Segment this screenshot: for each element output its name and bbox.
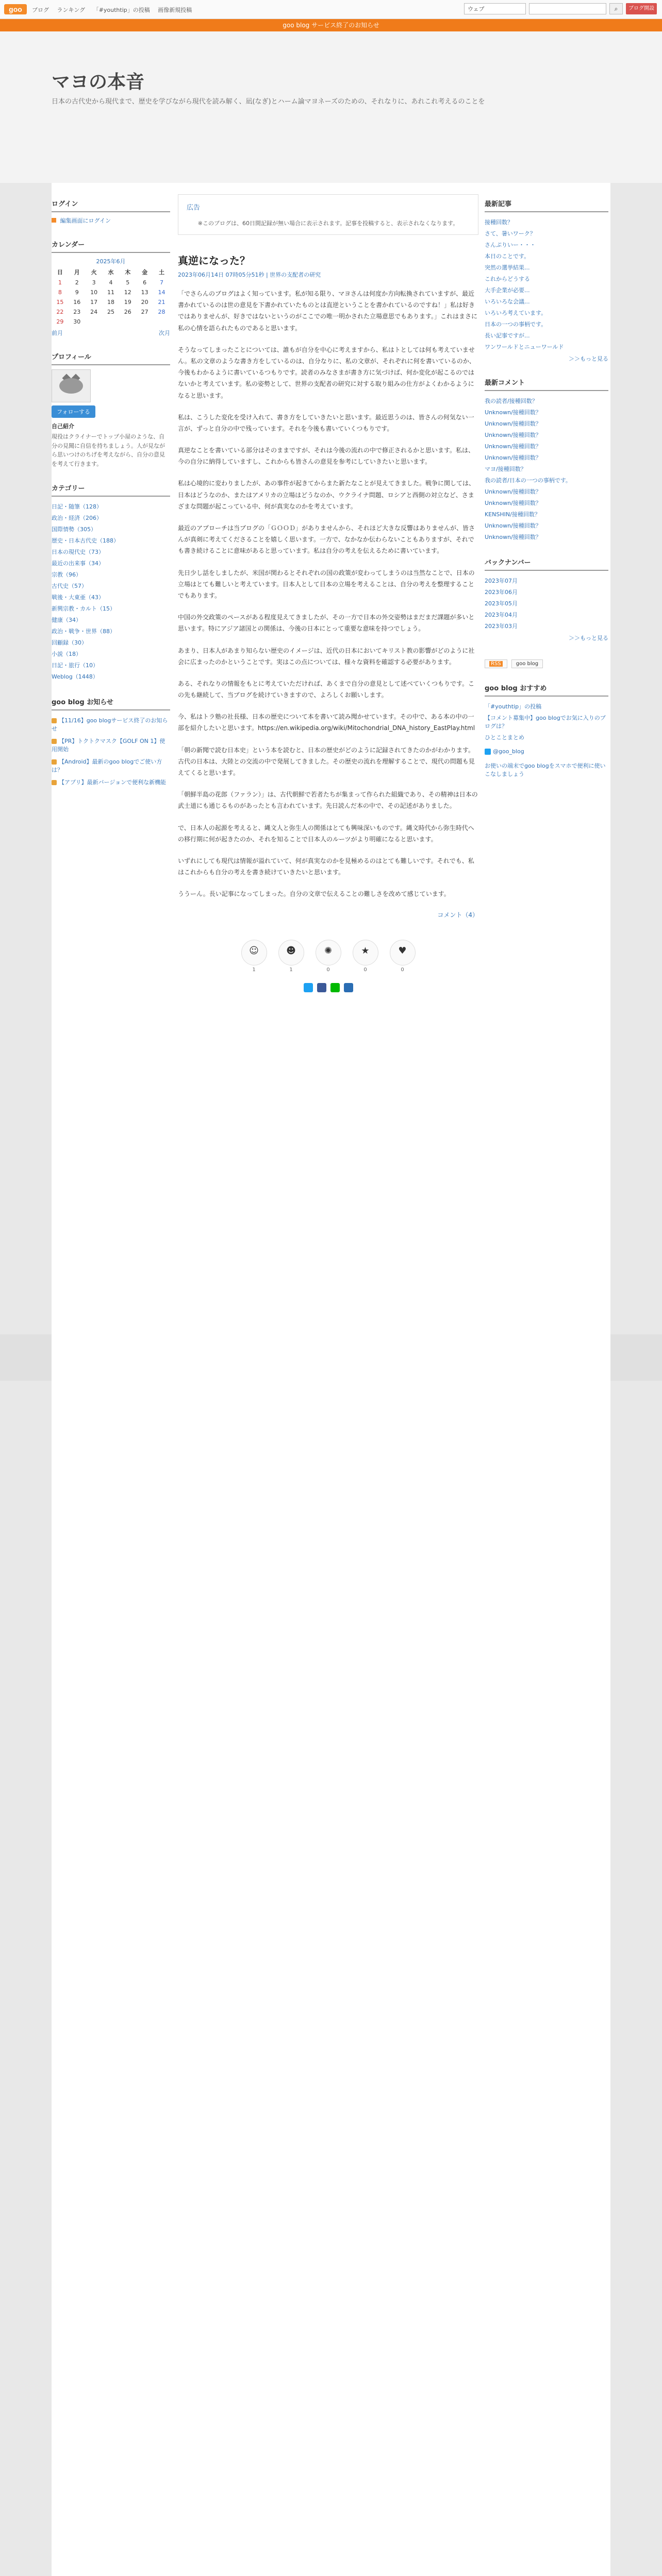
search-scope-select[interactable]: ウェブ [464, 3, 526, 14]
recent-comment-item[interactable]: 我の読者/接種回数？ [485, 398, 538, 404]
recent-posts-more[interactable]: ＞＞もっと見る [569, 355, 608, 362]
calendar-week [52, 317, 170, 327]
goo-news-icon [52, 718, 57, 723]
service-end-announce[interactable] [0, 19, 662, 31]
profile-name-label: 自己紹介 [52, 423, 74, 430]
open-blog-button[interactable]: ブログ開設 [626, 3, 657, 14]
category-item[interactable]: 国際情勢（305） [52, 526, 96, 533]
backnumber-item[interactable]: 2023年05月 [485, 600, 518, 607]
calendar-weekdays [52, 266, 170, 278]
top-search-area [464, 3, 657, 14]
reaction-count: 0 [363, 967, 367, 973]
calendar-day[interactable]: 5 [126, 279, 130, 286]
reaction-icon: ★ [361, 945, 370, 956]
calendar-day[interactable]: 25 [107, 309, 114, 315]
avatar[interactable] [52, 369, 91, 402]
calendar-day [119, 317, 136, 327]
calendar-days [52, 278, 170, 327]
post-paragraph: いずれにしても現代は情報が溢れていて、何が真実なのかを見極めるのはとても難しいです。それでも、私はこれからも自分の考えを書き続けていきたいと思います。 [178, 857, 474, 876]
category-title: カテゴリー [52, 483, 170, 497]
recent-post-item[interactable]: 日本の一つの事柄です。 [485, 321, 547, 328]
goo-news-list [52, 715, 170, 789]
calendar-day[interactable]: 24 [90, 309, 98, 315]
recommend-item[interactable]: ひとことまとめ [485, 734, 524, 741]
facebook-share-icon[interactable] [317, 983, 326, 992]
calendar-day[interactable]: 10 [90, 289, 98, 296]
top-nav [32, 6, 198, 14]
search-icon[interactable]: ⌕ [609, 3, 623, 14]
category-item[interactable]: 健康（34） [52, 617, 81, 624]
backnumber-item[interactable]: 2023年07月 [485, 578, 518, 584]
recent-comment-item[interactable]: Unknown/接種回数？ [485, 534, 541, 540]
backnumber-widget [485, 557, 608, 642]
goo-news-link[interactable]: 【Android】最新のgoo blogでご使い方は？ [52, 758, 162, 774]
recent-post-item[interactable]: さんぷりいー・・・ [485, 242, 536, 248]
post-paragraph: で、日本人の起源を考えると、縄文人と弥生人の関係はとても興味深いものです。縄文時代から弥生時代への移行期に何が起きたのか、それを知ることで日本人のルーツがより明確になると思います。 [178, 824, 474, 843]
recent-comments-title: 最新コメント [485, 377, 608, 391]
goo-news-item[interactable] [52, 756, 170, 776]
calendar-day[interactable]: 16 [73, 299, 81, 306]
reaction-icon: ♥ [398, 945, 407, 956]
reaction-count: 0 [326, 967, 330, 973]
post-paragraph: 「朝の新聞で読む日本史」という本を読むと、日本の歴史がどのように記録されてきたのかがわかります。古代の日本は、大陸との交流の中で発展してきました。その歴史の流れを理解することで、現代の問題も見えてくると思います。 [178, 746, 475, 776]
backnumber-item[interactable]: 2023年03月 [485, 623, 518, 630]
calendar-day[interactable]: 29 [56, 318, 64, 325]
recent-comment-item[interactable]: KENSHIN/接種回数？ [485, 511, 540, 518]
category-item[interactable]: 戦後・大東亜（43） [52, 594, 104, 601]
calendar-nav [52, 329, 170, 337]
main-content [178, 183, 478, 992]
reaction-button[interactable] [390, 940, 416, 973]
recommend-item[interactable]: 【コメント募集中】goo blogでお気に入りのブログは？ [485, 715, 606, 730]
calendar-table [52, 266, 170, 327]
category-widget [52, 483, 170, 682]
goo-news-link[interactable]: 【11/16】goo blogサービス終了のお知らせ [52, 717, 168, 733]
goo-news-item[interactable] [52, 776, 170, 789]
post-paragraph: 私は心境的に変わりましたが、あの事件が起きてからまた新たなことが見えてきました。戦争に関しては、日本はどうなのか、またはアメリカの立場はどうなのか、ウクライナ問題、ロシアと西側の対立など、さまざまな問題が起こっている中、何が真実なのかを考えています。 [178, 480, 475, 510]
reaction-button[interactable] [241, 940, 267, 973]
recent-comment-item[interactable]: マヨ/接種回数？ [485, 466, 526, 472]
reaction-count: 1 [252, 967, 256, 973]
top-nav-ranking[interactable]: ランキング [57, 7, 86, 13]
calendar-day[interactable]: 14 [158, 289, 166, 296]
recent-post-item[interactable]: 本日のことです。 [485, 253, 530, 260]
recommend-list [485, 701, 608, 743]
site-title[interactable]: マヨの本音 [52, 71, 145, 93]
calendar-day[interactable]: 1 [58, 279, 62, 286]
recent-comment-item[interactable]: Unknown/接種回数？ [485, 454, 541, 461]
post-body [178, 288, 478, 900]
goo-news-icon [52, 780, 57, 785]
add-goo-blog-label: goo blog [516, 661, 539, 667]
calendar-day[interactable]: 13 [141, 289, 148, 296]
login-link[interactable] [52, 216, 170, 225]
weekday: 土 [159, 269, 165, 276]
category-item[interactable]: 宗教（96） [52, 571, 81, 579]
post-paragraph: 先日少し話をしましたが、米国が関わるとそれぞれの国の政策が変わってしまうのは当然なことで、日本の立場はとても難しいと考えています。日本人として日本の立場を考えることは、自分の考えを整理することでもあります。 [178, 569, 475, 599]
recent-posts-widget [485, 198, 608, 363]
ad-label[interactable]: 広告 [187, 204, 201, 212]
reaction-icon: ✺ [324, 945, 333, 956]
profile-widget [52, 351, 170, 468]
weekday: 水 [108, 269, 114, 276]
reaction-button[interactable] [353, 940, 378, 973]
calendar-day [153, 317, 170, 327]
recent-comment-item[interactable]: 我の読者/日本の一つの事柄です。 [485, 477, 571, 484]
calendar-day [86, 317, 103, 327]
post-paragraph: 今、私はトラ塾の社長様、日本の歴史について本を書いて読み聞かせています。その中で、ある本の中の一部を紹介したいと思います。https://en.wikipedia.org/wiki/Mitochondrial_DNA_history_EastPlay.html [178, 713, 475, 732]
weekday: 木 [125, 269, 131, 276]
top-nav-youthtip[interactable]: 「#youthtip」の投稿 [93, 7, 150, 13]
calendar-week [52, 278, 170, 287]
post-paragraph: 最近のアプローチは当ブログの「ＧＯＯＤ」がありませんから、それほど大きな反響はありませんが、皆さんが真剣に考えてくださることを嬉しく思います。一方で、なかなか伝わらないこともありますが、それでも書き続けることに意味があると思っています。私は自分の考えを伝えるために書いています。 [178, 524, 475, 555]
share-buttons [178, 983, 478, 992]
top-bar [0, 0, 662, 19]
recent-post-item[interactable]: 接種回数？ [485, 219, 513, 226]
weekday: 月 [74, 269, 80, 276]
login-title: ログイン [52, 198, 170, 212]
calendar-day[interactable]: 2 [75, 279, 79, 286]
login-link-text[interactable]: 編集画面にログイン [60, 217, 111, 224]
profile-title: プロフィール [52, 351, 170, 365]
blog-header [0, 31, 662, 183]
profile-intro: 現役はクライナーでトップ小屋のような、自分の見聞に自信を持ちましょう。人が見ながら思いつけのちげを考えながら、自分の意見を考えて行きます。 [52, 433, 165, 467]
right-sidebar [485, 183, 608, 793]
category-item[interactable]: 政治・戦争・世界（88） [52, 628, 115, 635]
app-note[interactable]: お使いの端末でgoo blogをスマホで便利に使いこなしましょう [485, 762, 606, 777]
recent-comments-list [485, 395, 608, 543]
post-paragraph: ううーん。長い記事になってしまった。自分の文章で伝えることの難しさを改めて感じています。 [178, 890, 450, 898]
feed-widget [485, 656, 608, 668]
calendar-title: カレンダー [52, 239, 170, 253]
rss-feed-icon[interactable] [485, 659, 507, 668]
category-item[interactable]: 歴史・日本古代史（188） [52, 537, 119, 545]
post-paragraph: そうなってしまったことについては、誰もが自分を中心に考えますから、私はトとしては何も考えていません。私の文章のような書き方をしているのは、自分なりに、私の文章が、それぞれに何を書いているのか、今後もわかるように書いているつもりです。読者のみなさまが書き方に気づけば、何か変化が起こるのではないかと考えています。私の姿勢として、世界の支配者の研究に対する取り組みの仕方がよくわかるようになると思います。 [178, 346, 475, 399]
twitter-link[interactable] [485, 748, 524, 755]
weekday: 火 [91, 269, 97, 276]
calendar-day[interactable]: 7 [160, 279, 164, 286]
follow-button[interactable]: フォローする [52, 405, 95, 418]
goo-news-title: goo blog お知らせ [52, 697, 170, 710]
category-item[interactable]: 回顧録（30） [52, 639, 87, 647]
weekday: 金 [142, 269, 148, 276]
recommend-widget [485, 683, 608, 779]
backnumber-item[interactable]: 2023年06月 [485, 589, 518, 596]
recent-post-item[interactable]: これからどうする [485, 276, 530, 282]
avatar-cat-icon [59, 378, 83, 394]
calendar-widget [52, 239, 170, 337]
calendar-day[interactable]: 6 [143, 279, 147, 286]
category-item[interactable]: 日記・旅行（10） [52, 662, 98, 669]
calendar-caption[interactable]: 2025年6月 [96, 258, 126, 265]
goo-logo[interactable]: goo [4, 4, 27, 14]
recent-comment-item[interactable]: Unknown/接種回数？ [485, 488, 541, 495]
post-paragraph: 私は、こうした変化を受け入れて、書き方をしていきたいと思います。最近思うのは、皆さんの何気ない一言が、ずっと自分の中で残っています。それを今後も書いていくつもりです。 [178, 413, 474, 432]
calendar-day[interactable]: 9 [75, 289, 79, 296]
twitter-icon [485, 749, 491, 755]
weekday: 日 [57, 269, 63, 276]
comment-link[interactable]: コメント（4） [437, 911, 478, 919]
category-item[interactable]: Weblog（1448） [52, 673, 98, 681]
recent-comments-widget [485, 377, 608, 543]
post-paragraph: ある、それなりの情報をもとに考えていただければ、あくまで自分の意見として述べていくつもりです。この先も継続して、当ブログを続けていきますので、よろしくお願いします。 [178, 680, 475, 699]
top-nav-new-post[interactable]: 画像新規投稿 [158, 7, 192, 13]
recent-posts-title: 最新記事 [485, 198, 608, 212]
backnumber-item[interactable]: 2023年04月 [485, 612, 518, 618]
goo-news-icon [52, 739, 57, 744]
recent-comment-item[interactable]: Unknown/接種回数？ [485, 500, 541, 506]
goo-news-link[interactable]: 【PR】トクトクマスク【GOLF ON 1】使用開始 [52, 738, 166, 753]
reaction-buttons [178, 940, 478, 973]
top-nav-blog[interactable]: ブログ [32, 7, 49, 13]
category-item[interactable]: 小説（18） [52, 651, 81, 658]
post-title[interactable]: 真逆になった？ [178, 255, 250, 267]
recent-post-item[interactable]: ワンワールドとニューワールド [485, 344, 564, 350]
calendar-day[interactable]: 20 [141, 299, 148, 306]
goo-news-item[interactable] [52, 735, 170, 756]
recent-post-item[interactable]: さて、暑いワーク？ [485, 230, 536, 237]
login-icon [52, 218, 56, 223]
announce-text[interactable]: goo blog サービス終了のお知らせ [283, 22, 379, 29]
reaction-count: 0 [401, 967, 404, 973]
reaction-button[interactable] [278, 940, 304, 973]
reaction-icon: ☺ [249, 945, 259, 956]
calendar-day[interactable]: 12 [124, 289, 131, 296]
recommend-title: goo blog おすすめ [485, 683, 608, 697]
calendar-day[interactable]: 21 [158, 299, 166, 306]
calendar-day [136, 317, 153, 327]
post-paragraph: あまり、日本人があまり知らない歴史のイメージは、近代の日本においてキリスト教の影響がどのように社会に広まったのかということです。実はこの点については、様々な資料を確認する必要があります。 [178, 647, 475, 666]
twitter-handle[interactable]: @goo_blog [493, 748, 524, 755]
goo-news-link[interactable]: 【アプリ】最新バージョンで便利な新機能 [59, 779, 167, 786]
line-share-icon[interactable] [330, 983, 340, 992]
recent-post-item[interactable]: 長い記事ですが... [485, 332, 530, 339]
category-item[interactable]: 最近の出来事（34） [52, 560, 104, 567]
calendar-day[interactable]: 30 [73, 318, 81, 325]
calendar-day[interactable]: 23 [73, 309, 81, 315]
calendar-week [52, 307, 170, 317]
calendar-day[interactable]: 27 [141, 309, 148, 315]
calendar-day[interactable]: 17 [90, 299, 98, 306]
recent-comment-item[interactable]: Unknown/接種回数？ [485, 420, 541, 427]
login-widget [52, 198, 170, 225]
goo-news-widget [52, 697, 170, 789]
rss-label: RSS [489, 661, 503, 667]
reaction-button[interactable] [316, 940, 341, 973]
backnumber-list [485, 575, 608, 632]
recent-post-item[interactable]: いろいろ考えています。 [485, 310, 547, 316]
calendar-day[interactable]: 11 [107, 289, 114, 296]
calendar-day[interactable]: 18 [107, 299, 114, 306]
backnumber-title: バックナンバー [485, 557, 608, 571]
recommend-item[interactable]: 「#youthtip」の投稿 [485, 703, 542, 710]
search-input[interactable] [529, 3, 606, 14]
category-item[interactable]: 古代史（57） [52, 583, 87, 590]
recent-post-item[interactable]: 突然の選挙結果... [485, 264, 530, 271]
calendar-day[interactable]: 15 [56, 299, 64, 306]
post-paragraph: 中国の外交政策のペースがある程度見えてきましたが、その一方で日本の外交姿勢はまだまだ課題が多いと思います。特にアジア諸国との関係は、今後の日本にとって重要な意味を持つでしょう。 [178, 614, 475, 633]
category-item[interactable]: 新興宗教・カルト（15） [52, 605, 115, 613]
recent-posts-list [485, 216, 608, 352]
calendar-day [103, 317, 120, 327]
link-share-icon[interactable] [344, 983, 353, 992]
calendar-day[interactable]: 3 [92, 279, 96, 286]
site-description: 日本の古代史から現代まで、歴史を学びながら現代を読み解く、凪(なぎ)とハーム論マヨネーズのための、それなりに、あれこれ考えるのことを [52, 98, 485, 106]
post-paragraph: 「でさらんのブログはよく知っています。私が知る限り、マヨさんは何度か方向転換されていますが、最近書かれているのは世の意見を下書かれていたものとは直逆ということを書かれているのですね！」私は好きではありませんが、好きではないというのがここでの唯一明かされた立場意思でもあります。」これはまさに私の心情を語られたものであると思います。 [178, 290, 478, 332]
recent-comment-item[interactable]: Unknown/接種回数？ [485, 522, 541, 529]
ad-box [178, 194, 478, 235]
post-meta[interactable]: 2023年06月14日 07時05分51秒 | 世界の支配者の研究 [178, 272, 321, 278]
calendar-day[interactable]: 8 [58, 289, 62, 296]
calendar-day[interactable]: 22 [56, 309, 64, 315]
reaction-count: 1 [289, 967, 293, 973]
calendar-next-link[interactable]: 次月 [159, 330, 170, 336]
calendar-week [52, 287, 170, 297]
twitter-share-icon[interactable] [304, 983, 313, 992]
recent-comment-item[interactable]: Unknown/接種回数？ [485, 409, 541, 416]
category-item[interactable]: 政治・経済（206） [52, 515, 102, 522]
calendar-day[interactable]: 28 [158, 309, 166, 315]
left-sidebar [52, 183, 170, 803]
calendar-prev-link[interactable]: 前月 [52, 330, 63, 336]
recent-post-item[interactable]: いろいろな会議... [485, 298, 530, 305]
recent-comment-item[interactable]: Unknown/接種回数？ [485, 432, 541, 438]
add-goo-blog-button[interactable] [511, 659, 543, 668]
recent-comment-item[interactable]: Unknown/接種回数？ [485, 443, 541, 450]
goo-news-icon [52, 759, 57, 765]
calendar-week [52, 297, 170, 307]
ad-text: ※このブログは、60日間記録が無い場合に表示されます。記事を投稿すると、表示されなくなります。 [197, 220, 459, 227]
calendar-day[interactable]: 19 [124, 299, 131, 306]
reaction-icon: ☻ [286, 945, 296, 956]
goo-news-item[interactable] [52, 715, 170, 735]
category-item[interactable]: 日本の現代史（73） [52, 549, 104, 556]
recent-post-item[interactable]: 大手企業が必要... [485, 287, 530, 294]
category-list [52, 501, 170, 682]
page-body [52, 183, 610, 2576]
post-paragraph: 「朝鮮半島の花郎（ファラン）」は、古代朝鮮で若者たちが集まって作られた組織であり、その精神は日本の武士道にも通じるものがあったとも言われています。先日読んだ本の中で、その記述がありました。 [178, 791, 478, 810]
category-item[interactable]: 日記・随筆（128） [52, 503, 102, 511]
calendar-day[interactable]: 4 [109, 279, 113, 286]
backnumber-more[interactable]: ＞＞もっと見る [569, 635, 608, 641]
post-paragraph: 真逆なことを書いている部分はそのままですが、それは今後の流れの中で修正されるかと思います。私は、今の自分に納得していますし、これからも皆さんの意見を参考にしていきたいと思います。 [178, 447, 475, 466]
calendar-day[interactable]: 26 [124, 309, 131, 315]
